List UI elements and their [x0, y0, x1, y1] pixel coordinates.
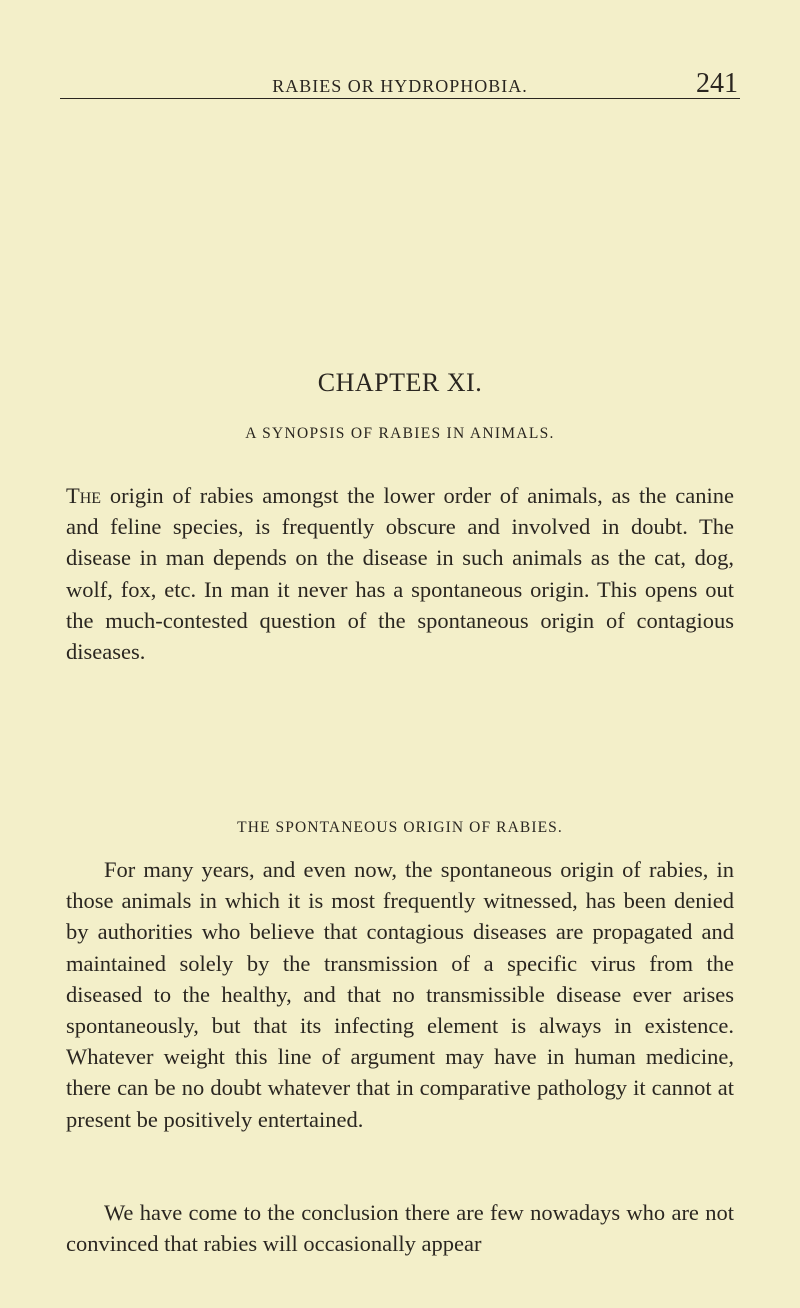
- paragraph-1-lead-word: The: [66, 483, 102, 508]
- paragraph-1: [66, 480, 734, 667]
- paragraph-2: For many years, and even now, the spontaneous origin of rabies, in those animals in which it is most frequently witnessed, has been denied by authorities who believe that contagious diseases are propagated and maintained solely by the transmission of a specific virus from the diseased to the healthy, and that no transmissible disease ever arises spontaneously, but that its infecting element is always in existence. Whatever weight this line of argument may have in human medicine, there can be no doubt whatever that in comparative pathology it cannot at present be positively entertained.: [66, 857, 734, 1132]
- paragraph-3: We have come to the conclusion there are few nowadays who are not convinced that rabies will occasionally appear: [66, 1200, 734, 1257]
- section-heading: THE SPONTANEOUS ORIGIN OF RABIES.: [237, 819, 563, 836]
- running-title: RABIES OR HYDROPHOBIA.: [272, 76, 528, 96]
- header-rule: [60, 98, 740, 99]
- running-header: [60, 62, 740, 102]
- paragraph-1-text: origin of rabies amongst the lower order of animals, as the canine and feline species, is frequently obscure and involved in doubt. The disease in man depends on the disease in such animals as the cat, dog, wolf, fox, etc. In man it never has a spontaneous origin. This opens out the much-contested question of the spontaneous origin of contagious diseases.: [66, 483, 734, 665]
- page-number: 241: [696, 68, 738, 99]
- chapter-title: A SYNOPSIS OF RABIES IN ANIMALS.: [245, 425, 555, 442]
- chapter-number: CHAPTER XI.: [317, 368, 483, 397]
